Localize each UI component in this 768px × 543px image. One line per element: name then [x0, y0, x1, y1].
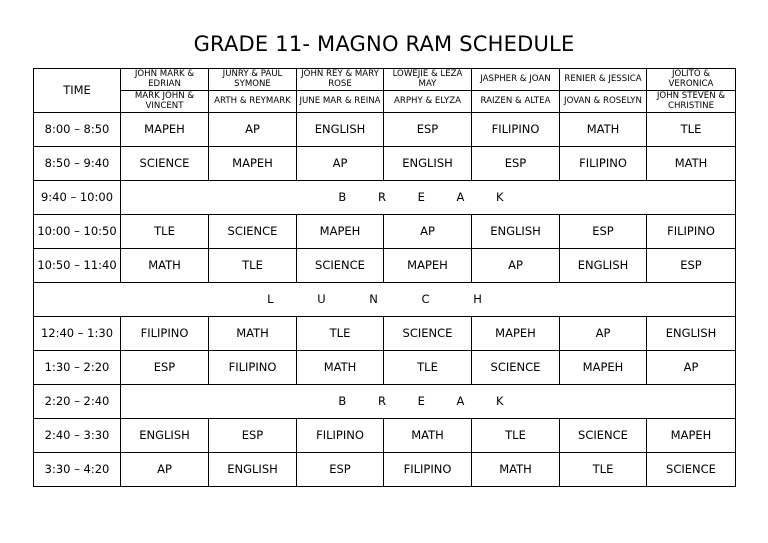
subject-cell: MATH [384, 419, 472, 453]
section-pair-bottom: ARPHY & ELYZA [394, 95, 461, 106]
time-cell: 8:00 – 8:50 [34, 113, 121, 147]
section-pair-top: JOHN MARK & EDRIAN [121, 69, 208, 91]
subject-cell: SCIENCE [297, 249, 384, 283]
subject-cell: MATH [209, 317, 297, 351]
subject-cell: ENGLISH [121, 419, 209, 453]
subject-cell: FILIPINO [121, 317, 209, 351]
subject-cell: MAPEH [560, 351, 647, 385]
section-pair-top: LOWEJIE & LEZA MAY [384, 69, 471, 91]
schedule-row [34, 351, 736, 385]
schedule-row [34, 113, 736, 147]
time-header: TIME [34, 69, 121, 113]
subject-cell: SCIENCE [560, 419, 647, 453]
section-header [121, 69, 209, 113]
subject-cell: ESP [560, 215, 647, 249]
subject-cell: MAPEH [121, 113, 209, 147]
subject-cell: ENGLISH [384, 147, 472, 181]
section-header [384, 69, 472, 113]
subject-cell: ESP [121, 351, 209, 385]
section-pair-bottom: JOHN STEVEN & CHRISTINE [656, 90, 726, 111]
time-cell: 12:40 – 1:30 [34, 317, 121, 351]
subject-cell: MATH [472, 453, 560, 487]
subject-cell: AP [647, 351, 736, 385]
subject-cell: TLE [384, 351, 472, 385]
time-cell: 10:00 – 10:50 [34, 215, 121, 249]
lunch-row [34, 283, 736, 317]
schedule-row [34, 249, 736, 283]
section-pair-bottom: MARK JOHN & VINCENT [134, 90, 195, 111]
section-pair-bottom: RAIZEN & ALTEA [480, 95, 551, 106]
subject-cell: MAPEH [647, 419, 736, 453]
time-cell: 2:40 – 3:30 [34, 419, 121, 453]
subject-cell: FILIPINO [297, 419, 384, 453]
subject-cell: ENGLISH [647, 317, 736, 351]
schedule-row [34, 215, 736, 249]
subject-cell: AP [297, 147, 384, 181]
subject-cell: ESP [384, 113, 472, 147]
subject-cell: ESP [209, 419, 297, 453]
time-cell: 8:50 – 9:40 [34, 147, 121, 181]
subject-cell: MAPEH [472, 317, 560, 351]
subject-cell: FILIPINO [384, 453, 472, 487]
subject-cell: FILIPINO [560, 147, 647, 181]
subject-cell: AP [472, 249, 560, 283]
section-header [297, 69, 384, 113]
schedule-row [34, 147, 736, 181]
header-row [34, 69, 736, 113]
schedule-row [34, 419, 736, 453]
subject-cell: ENGLISH [209, 453, 297, 487]
subject-cell: MATH [647, 147, 736, 181]
subject-cell: AP [384, 215, 472, 249]
subject-cell: MATH [121, 249, 209, 283]
subject-cell: FILIPINO [472, 113, 560, 147]
subject-cell: ESP [297, 453, 384, 487]
subject-cell: FILIPINO [209, 351, 297, 385]
subject-cell: ENGLISH [297, 113, 384, 147]
section-header [472, 69, 560, 113]
subject-cell: MAPEH [297, 215, 384, 249]
time-cell: 3:30 – 4:20 [34, 453, 121, 487]
subject-cell: TLE [209, 249, 297, 283]
section-pair-top: JUNRY & PAUL SYMONE [209, 69, 296, 91]
subject-cell: MATH [560, 113, 647, 147]
break-row [34, 385, 736, 419]
schedule-row [34, 317, 736, 351]
section-pair-top: RENIER & JESSICA [560, 69, 646, 91]
subject-cell: SCIENCE [472, 351, 560, 385]
section-pair-top: JOHN REY & MARY ROSE [297, 69, 383, 91]
subject-cell: SCIENCE [121, 147, 209, 181]
section-pair-bottom: ARTH & REYMARK [214, 95, 291, 106]
subject-cell: TLE [472, 419, 560, 453]
section-pair-top: JASPHER & JOAN [472, 69, 559, 91]
subject-cell: ENGLISH [560, 249, 647, 283]
time-cell: 10:50 – 11:40 [34, 249, 121, 283]
section-pair-bottom: JUNE MAR & REINA [299, 95, 381, 106]
subject-cell: FILIPINO [647, 215, 736, 249]
subject-cell: AP [121, 453, 209, 487]
subject-cell: SCIENCE [384, 317, 472, 351]
break-label: B R E A K [121, 181, 736, 215]
subject-cell: MAPEH [384, 249, 472, 283]
subject-cell: TLE [560, 453, 647, 487]
subject-cell: TLE [647, 113, 736, 147]
subject-cell: ESP [647, 249, 736, 283]
time-cell: 1:30 – 2:20 [34, 351, 121, 385]
section-header [647, 69, 736, 113]
subject-cell: AP [209, 113, 297, 147]
subject-cell: TLE [121, 215, 209, 249]
subject-cell: MATH [297, 351, 384, 385]
lunch-label: L U N C H [34, 283, 736, 317]
subject-cell: AP [560, 317, 647, 351]
time-cell: 2:20 – 2:40 [34, 385, 121, 419]
schedule-row [34, 453, 736, 487]
page-title: GRADE 11- MAGNO RAM SCHEDULE [193, 32, 575, 56]
subject-cell: ENGLISH [472, 215, 560, 249]
subject-cell: MAPEH [209, 147, 297, 181]
section-header [560, 69, 647, 113]
section-pair-bottom: JOVAN & ROSELYN [564, 95, 642, 106]
schedule-table [33, 68, 736, 487]
subject-cell: SCIENCE [647, 453, 736, 487]
subject-cell: TLE [297, 317, 384, 351]
subject-cell: ESP [472, 147, 560, 181]
break-row [34, 181, 736, 215]
subject-cell: SCIENCE [209, 215, 297, 249]
time-cell: 9:40 – 10:00 [34, 181, 121, 215]
section-header [209, 69, 297, 113]
section-pair-top: JOLITO & VERONICA [647, 69, 735, 91]
break-label: B R E A K [121, 385, 736, 419]
